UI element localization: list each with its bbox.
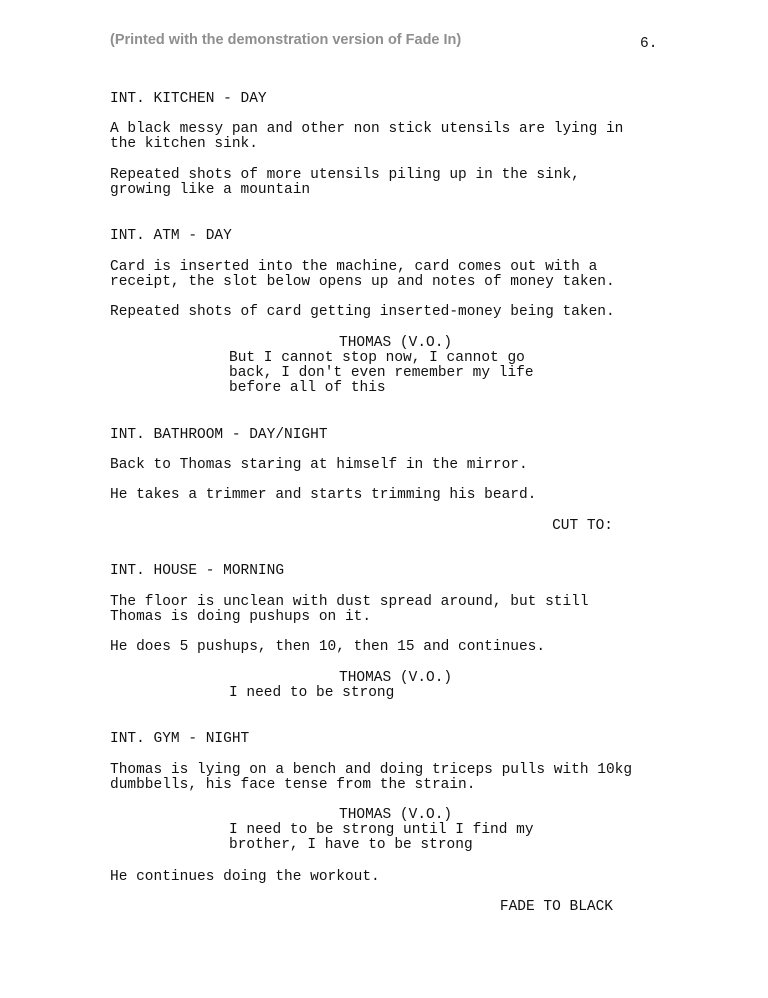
action-line: The floor is unclean with dust spread around, but still: [110, 594, 589, 610]
action-line: receipt, the slot below opens up and notes of money taken.: [110, 274, 615, 290]
action-line: A black messy pan and other non stick utensils are lying in: [110, 121, 624, 137]
action-line: the kitchen sink.: [110, 136, 258, 152]
character-line: THOMAS (V.O.): [339, 807, 453, 823]
action-line: Thomas is lying on a bench and doing triceps pulls with 10kg: [110, 762, 633, 778]
action-line: He does 5 pushups, then 10, then 15 and continues.: [110, 639, 546, 655]
action-line: dumbbells, his face tense from the strain.: [110, 777, 476, 793]
dialogue-line: I need to be strong: [229, 685, 395, 701]
action-line: Back to Thomas staring at himself in the mirror.: [110, 457, 528, 473]
heading-line: INT. GYM - NIGHT: [110, 731, 250, 747]
transition-line: FADE TO BLACK: [499, 899, 613, 915]
page-number: 6.: [640, 36, 658, 52]
action-line: He continues doing the workout.: [110, 869, 380, 885]
heading-line: INT. ATM - DAY: [110, 228, 232, 244]
heading-line: INT. KITCHEN - DAY: [110, 91, 267, 107]
heading-line: INT. HOUSE - MORNING: [110, 563, 285, 579]
action-line: Thomas is doing pushups on it.: [110, 609, 372, 625]
demo-watermark: (Printed with the demonstration version of Fade In): [110, 32, 462, 48]
action-line: Repeated shots of more utensils piling up in the sink,: [110, 167, 580, 183]
character-line: THOMAS (V.O.): [339, 335, 453, 351]
dialogue-line: I need to be strong until I find my: [229, 822, 534, 838]
dialogue-line: before all of this: [229, 380, 386, 396]
transition-line: CUT TO:: [552, 518, 613, 534]
dialogue-line: But I cannot stop now, I cannot go: [229, 350, 525, 366]
heading-line: INT. BATHROOM - DAY/NIGHT: [110, 427, 328, 443]
action-line: Repeated shots of card getting inserted-money being taken.: [110, 304, 615, 320]
action-line: He takes a trimmer and starts trimming his beard.: [110, 487, 537, 503]
action-line: Card is inserted into the machine, card comes out with a: [110, 259, 598, 275]
dialogue-line: brother, I have to be strong: [229, 837, 473, 853]
dialogue-line: back, I don't even remember my life: [229, 365, 534, 381]
character-line: THOMAS (V.O.): [339, 670, 453, 686]
action-line: growing like a mountain: [110, 182, 311, 198]
